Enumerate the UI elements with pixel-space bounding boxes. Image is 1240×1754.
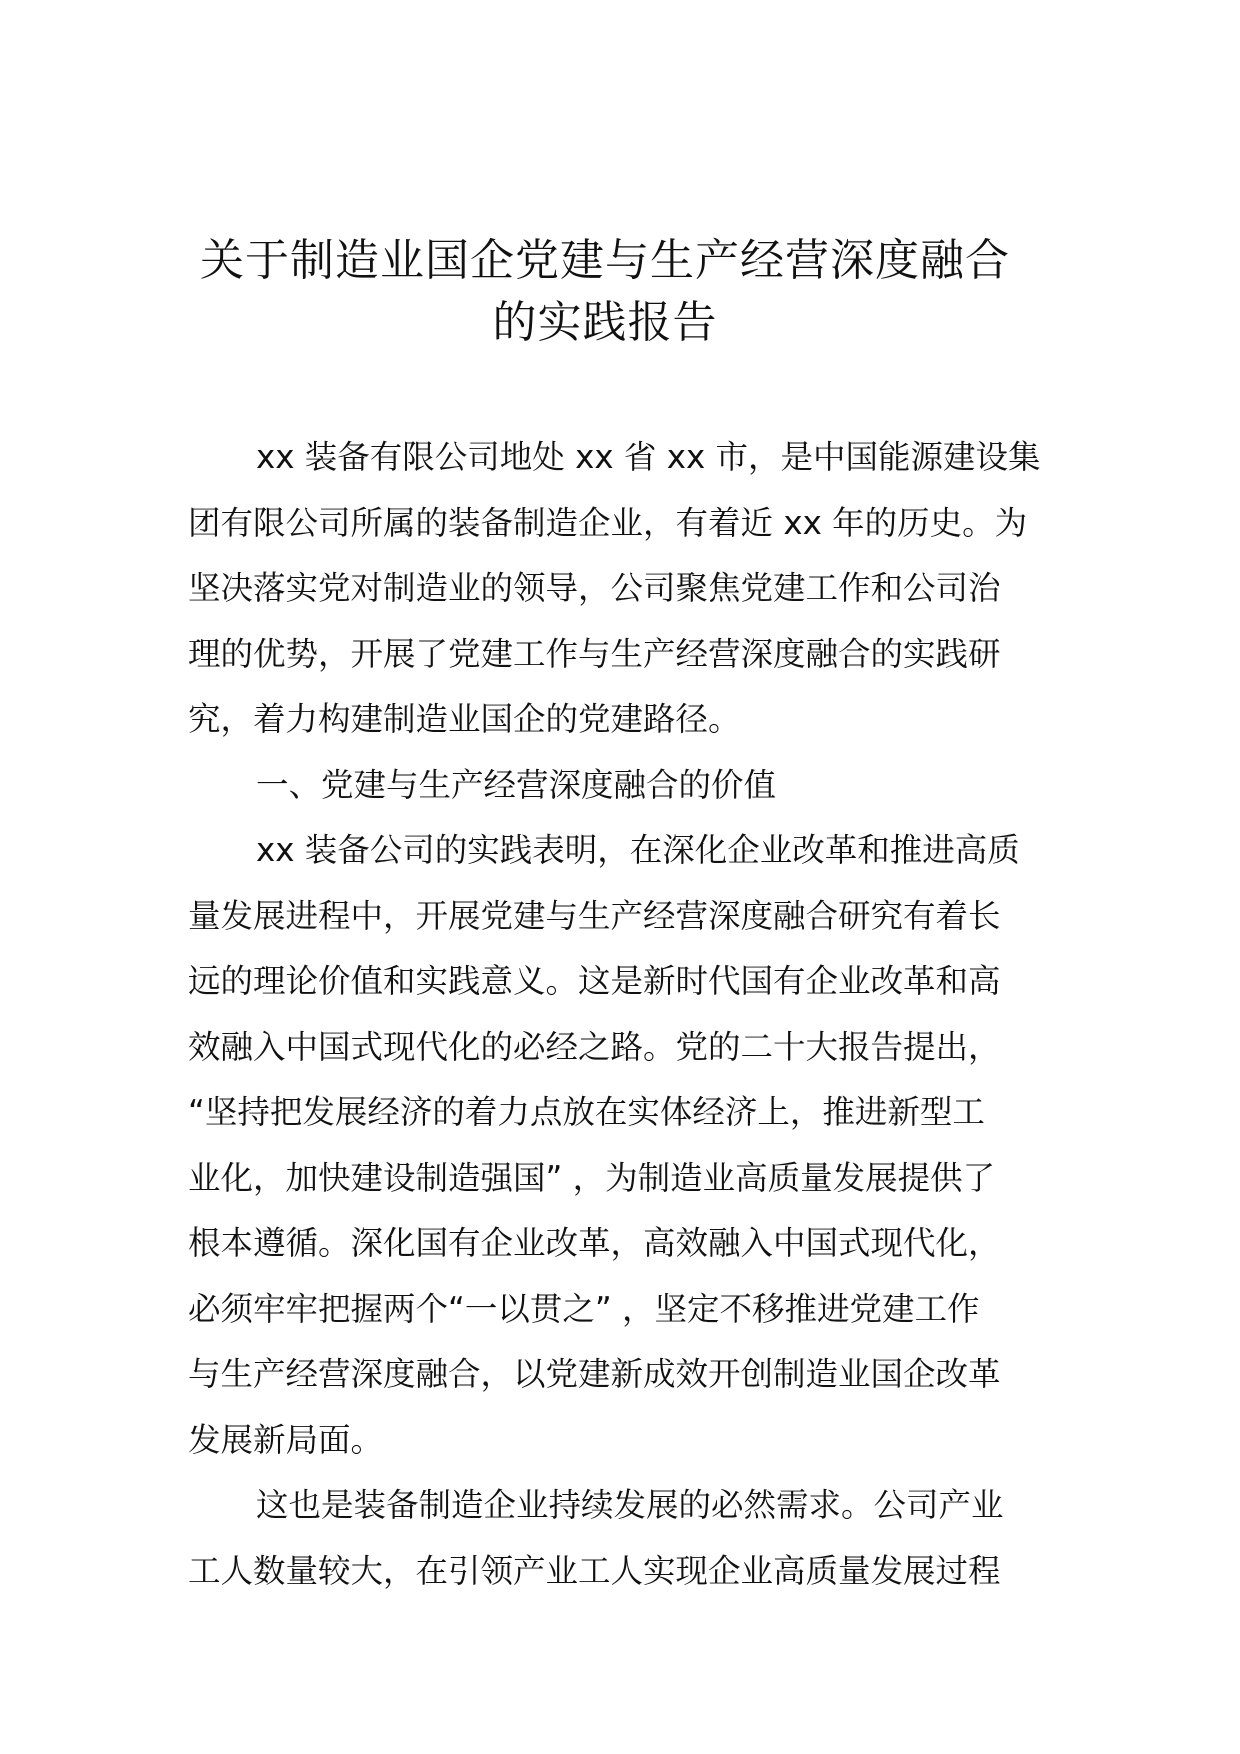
title-line-2: 的实践报告	[492, 297, 718, 348]
paragraph-line: 究，着力构建制造业国企的党建路径。	[188, 700, 741, 738]
paragraph-line: “坚持把发展经济的着力点放在实体经济上，推进新型工	[188, 1093, 985, 1131]
document-body	[188, 425, 1052, 1604]
paragraph-line: 效融入中国式现代化的必经之路。党的二十大报告提出，	[188, 1027, 1001, 1066]
document-title	[150, 230, 1060, 354]
paragraph-line: 团有限公司所属的装备制造企业，有着近 xx 年的历史。为	[188, 503, 1028, 542]
paragraph-line: 坚决落实党对制造业的领导，公司聚焦党建工作和公司治	[188, 569, 1001, 607]
paragraph-line: 工人数量较大，在引领产业工人实现企业高质量发展过程	[188, 1551, 1001, 1590]
paragraph-line: 这也是装备制造企业持续发展的必然需求。公司产业	[256, 1486, 1004, 1524]
paragraph-line: xx 装备有限公司地处 xx 省 xx 市，是中国能源建设集	[256, 438, 1041, 476]
section-heading: 一、党建与生产经营深度融合的价值	[256, 765, 777, 804]
paragraph-line: 远的理论价值和实践意义。这是新时代国有企业改革和高	[188, 962, 1001, 1000]
paragraph-line: 根本遵循。深化国有企业改革，高效融入中国式现代化，	[188, 1224, 1001, 1262]
paragraph-line: 理的优势，开展了党建工作与生产经营深度融合的实践研	[188, 634, 1001, 673]
paragraph-line: xx 装备公司的实践表明，在深化企业改革和推进高质	[256, 831, 1020, 869]
title-line-1: 关于制造业国企党建与生产经营深度融合	[200, 235, 1010, 286]
paragraph-line: 与生产经营深度融合，以党建新成效开创制造业国企改革	[188, 1355, 1001, 1393]
paragraph-line: 发展新局面。	[188, 1420, 384, 1459]
paragraph-line: 业化，加快建设制造强国” ，为制造业高质量发展提供了	[188, 1158, 996, 1197]
paragraph-line: 量发展进程中，开展党建与生产经营深度融合研究有着长	[188, 896, 1001, 935]
paragraph-line: 必须牢牢把握两个“一以贯之” ，坚定不移推进党建工作	[188, 1289, 980, 1328]
